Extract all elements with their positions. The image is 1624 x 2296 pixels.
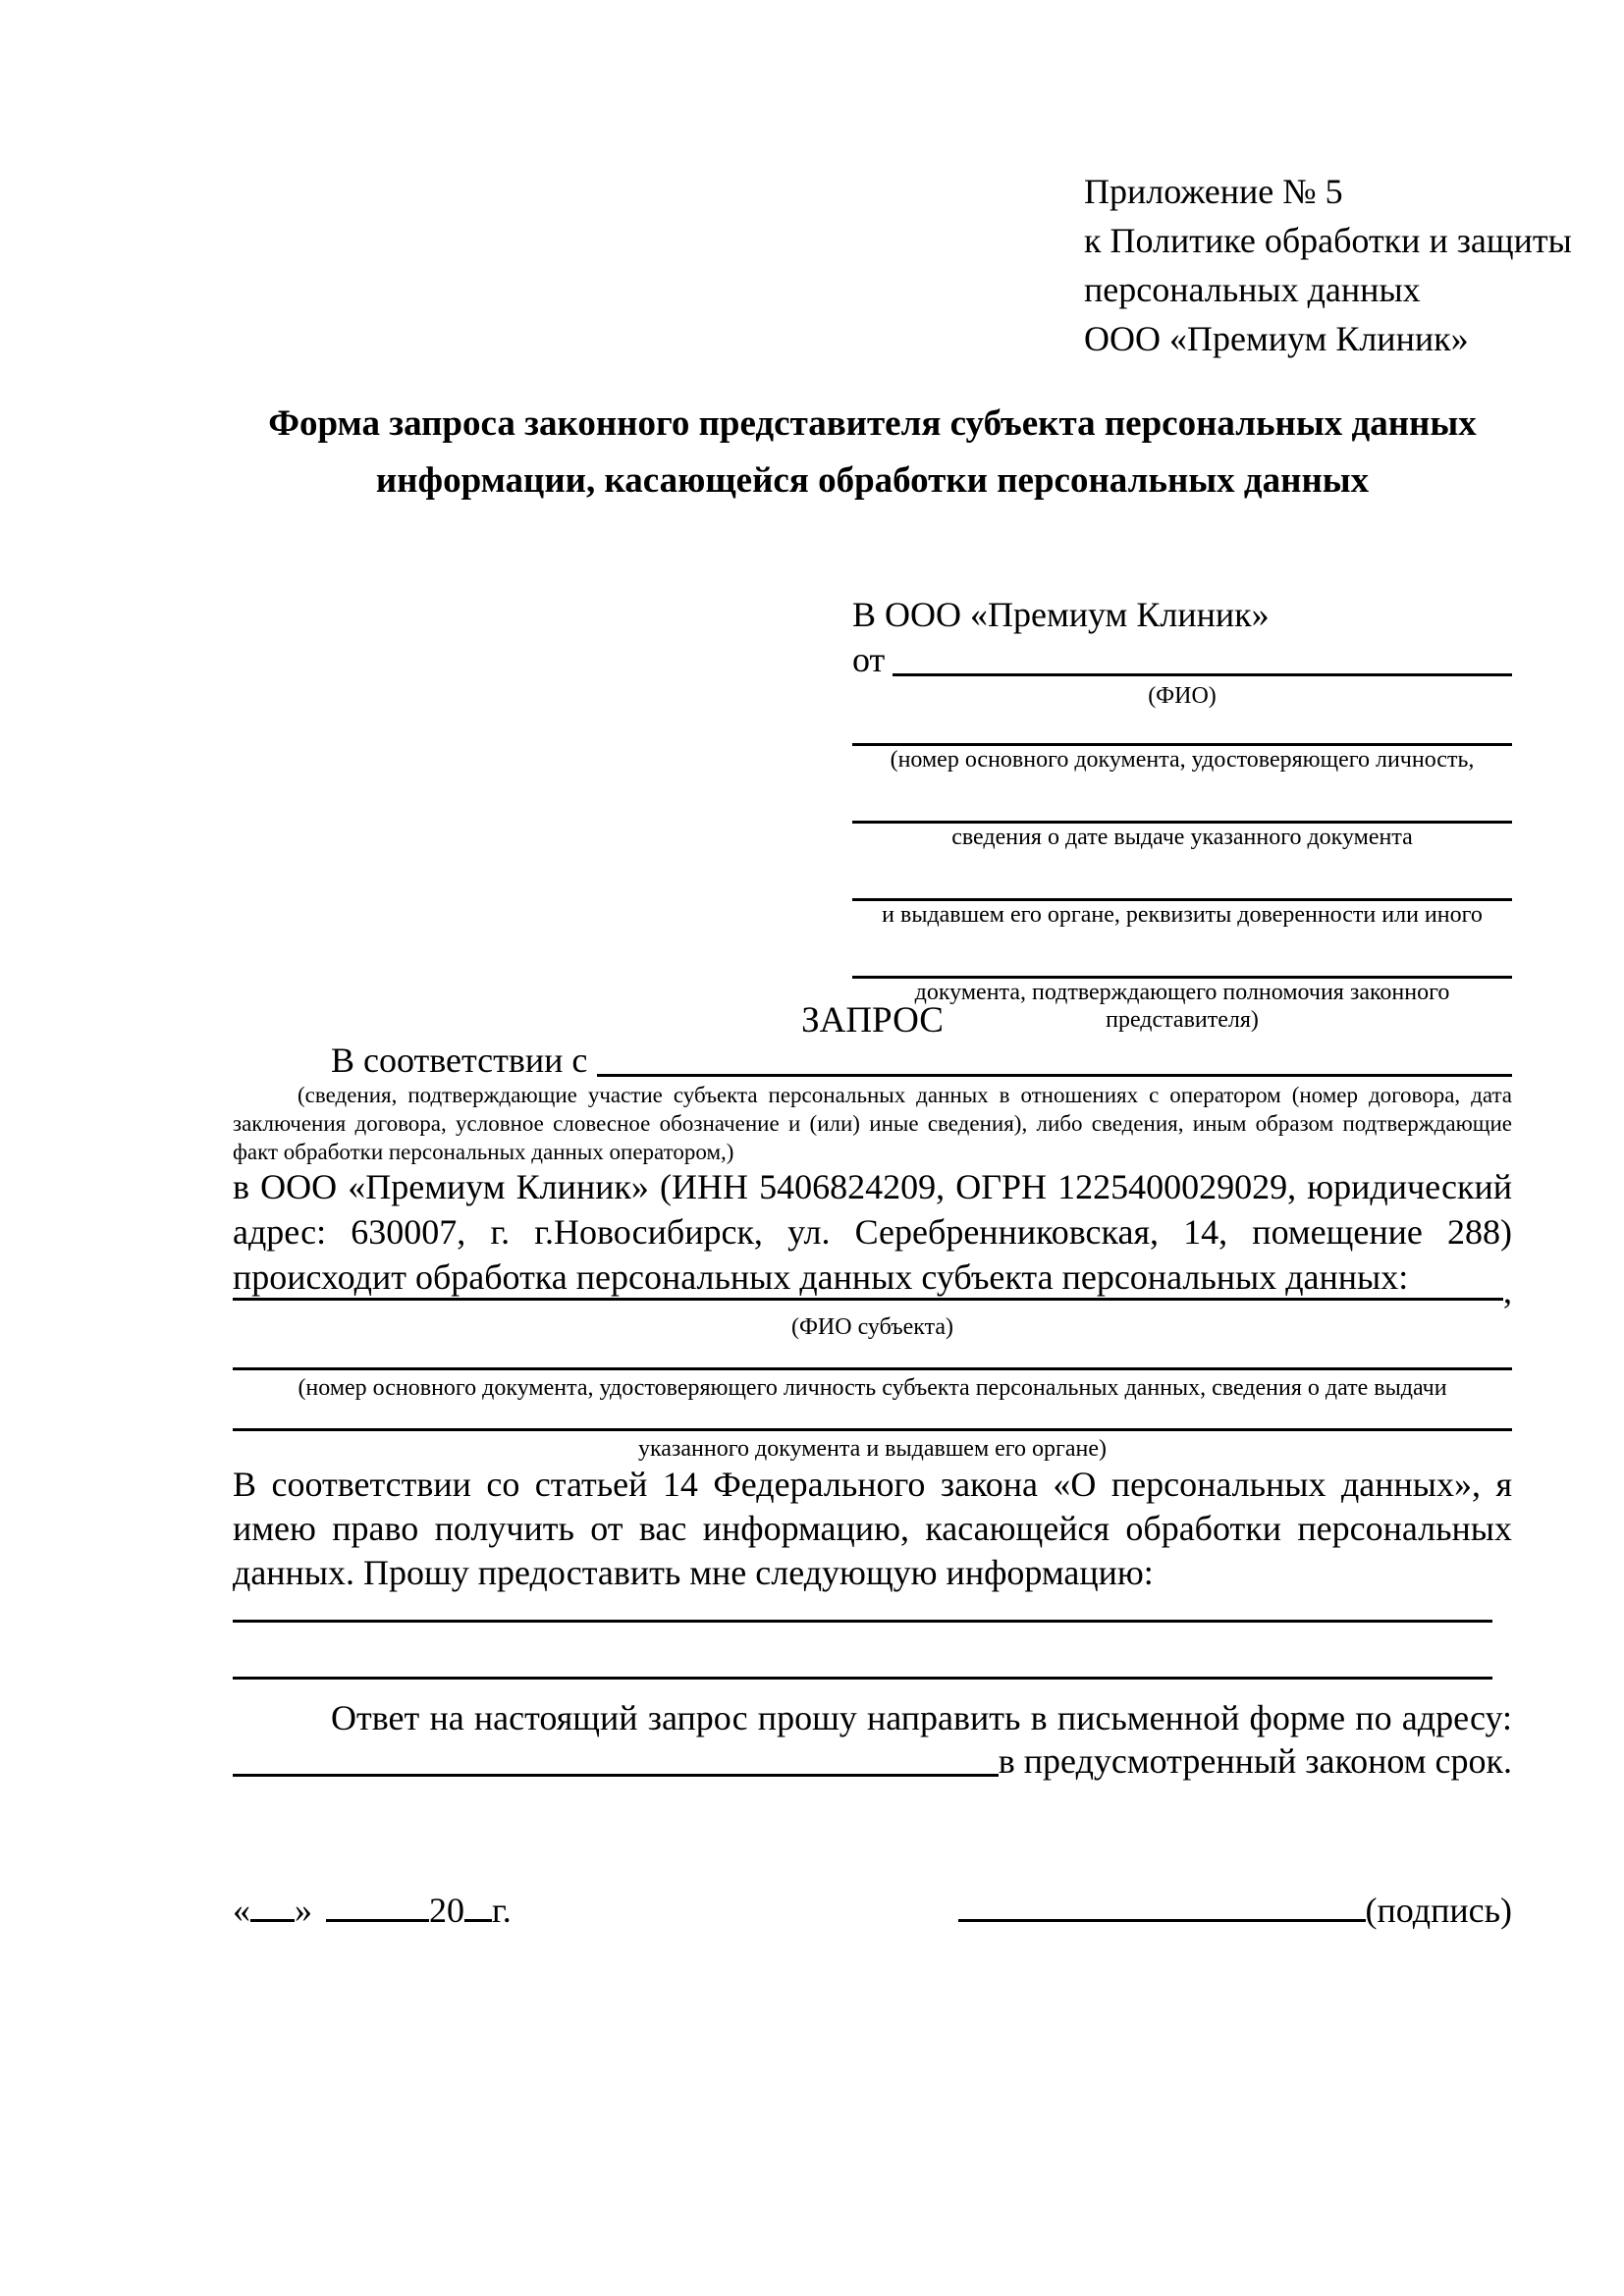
subject-document-caption-1: (номер основного документа, удостоверяющего личность субъекта персональных данных, сведения о дате выдачи (298, 1375, 1447, 1401)
date-open-quote: « (233, 1891, 250, 1930)
subject-document-blank-field (233, 1340, 1512, 1370)
date-group (233, 1889, 512, 1932)
subject-fio-caption: (ФИО субъекта) (790, 1314, 954, 1340)
intro-prefix: В соответствии с (331, 1041, 588, 1080)
from-label: от (852, 640, 886, 679)
signature-caption: (подпись) (1365, 1891, 1512, 1930)
year-prefix: 20 (429, 1891, 464, 1930)
appendix-line: ООО «Премиум Клиник» (1084, 319, 1469, 358)
year-blank-field (464, 1890, 492, 1922)
information-blank-field-2 (233, 1647, 1492, 1680)
subject-comma: , (1503, 1271, 1512, 1310)
subject-fio-row (233, 1271, 1512, 1310)
information-blank-field-1 (233, 1590, 1492, 1623)
basis-caption: (сведения, подтверждающие участие субъекта персональных данных в отношениях с оператором (номер договора, дата заключения договора, условное словесное обозначение и (или) иные сведения), либо сведения, иным образом подтверждающие факт обработки персональных данных оператором,) (233, 1083, 1512, 1164)
intro-row (233, 1039, 1512, 1082)
issuing-authority-blank-field (852, 863, 1512, 901)
addressee-organization: В ООО «Премиум Клиник» (852, 595, 1270, 634)
fio-caption: (ФИО) (1148, 683, 1217, 709)
date-close-quote: » (295, 1891, 312, 1930)
subject-fio-blank-field (233, 1298, 1503, 1301)
operator-paragraph: в ООО «Премиум Клиник» (ИНН 5406824209, ОГРН 1225400029029, юридический адрес: 630007, г. г.Новосибирск, ул. Серебренниковская, 14, помещение 288) происходит обработка персональных данных субъекта персональных данных: (233, 1167, 1512, 1297)
footer-row (233, 1889, 1512, 1932)
appendix-line: к Политике обработки и защиты (1084, 221, 1572, 260)
signature-group (958, 1889, 1512, 1932)
title-line-2: информации, касающейся обработки персональных данных (375, 460, 1370, 501)
authority-document-blank-field (852, 940, 1512, 979)
document-number-caption: (номер основного документа, удостоверяющего личность, (890, 747, 1475, 773)
subject-document-caption-2: указанного документа и выдавшем его органе) (637, 1436, 1108, 1462)
appendix-note (1084, 167, 1572, 363)
issue-date-blank-field (852, 785, 1512, 824)
issuing-authority-caption: и выдавшем его органе, реквизиты доверенности или иного (882, 902, 1483, 928)
appendix-line: Приложение № 5 (1084, 172, 1343, 211)
day-blank-field (250, 1890, 295, 1922)
signature-blank-field (958, 1890, 1366, 1922)
authority-document-caption: документа, подтверждающего полномочия законного представителя) (914, 980, 1450, 1033)
from-row (852, 637, 1512, 682)
month-blank-field (326, 1890, 429, 1922)
reply-line-1: Ответ на настоящий запрос прошу направить в письменной форме по адресу: (331, 1698, 1512, 1737)
page-title (233, 396, 1512, 509)
reply-line-2 (233, 1739, 1512, 1783)
subject-document-blank-field-2 (233, 1401, 1512, 1431)
request-heading: ЗАПРОС (801, 1000, 944, 1041)
issue-date-caption: сведения о дате выдаче указанного документа (951, 825, 1413, 850)
appendix-line: персональных данных (1084, 270, 1421, 309)
title-line-1: Форма запроса законного представителя субъекта персональных данных (268, 403, 1477, 444)
addressee-block (852, 592, 1512, 1034)
reply-address-blank-field (233, 1774, 999, 1777)
year-suffix: г. (492, 1891, 512, 1930)
reply-line-2-suffix: в предусмотренный законом срок. (998, 1741, 1512, 1781)
document-number-blank-field (852, 723, 1512, 746)
fio-blank-field (893, 673, 1512, 676)
law-paragraph: В соответствии со статьей 14 Федерального закона «О персональных данных», я имею право получить от вас информацию, касающейся обработки персональных данных. Прошу предоставить мне следующую информацию: (233, 1465, 1512, 1592)
basis-blank-field (597, 1074, 1512, 1077)
